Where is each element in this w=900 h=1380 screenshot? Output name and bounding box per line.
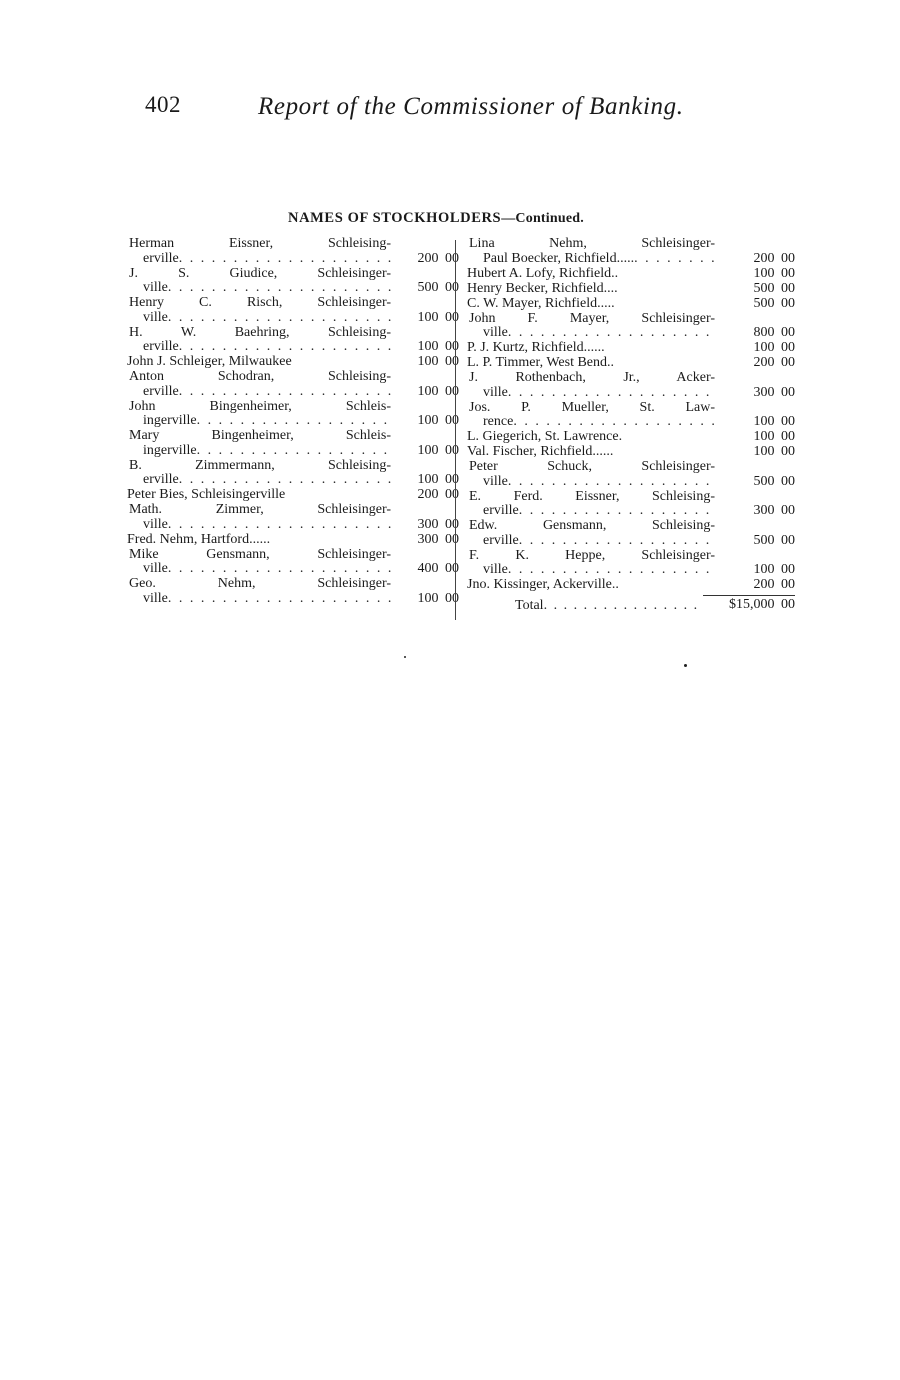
dot-leader [168,311,391,326]
dot-leader [179,252,391,267]
stockholder-name-text: P. J. Kurtz, Richfield...... [467,341,605,355]
stockholder-entry [463,445,795,460]
stockholder-name-line1: Mike Gensmann, Schleisinger- [129,546,391,562]
share-amount: 500 00 [753,280,795,296]
share-amount: 100 00 [753,562,795,577]
dot-leader [179,385,391,400]
stockholder-entry [123,296,459,325]
stockholder-name-line2 [123,340,391,355]
stockholder-name [463,460,715,489]
share-amount: 500 00 [417,280,459,295]
dot-leader [508,326,715,341]
stockholder-name-text: C. W. Mayer, Richfield..... [467,296,615,311]
stockholder-name [123,459,391,488]
stockholder-name-line1: J. S. Giudice, Schleisinger- [129,265,391,281]
stockholder-entry [123,326,459,355]
stockholder-name-line2 [463,326,715,341]
share-amount: 100 00 [753,265,795,281]
share-amount: 300 00 [753,384,795,400]
share-amount: 200 00 [417,487,459,502]
stockholder-name-line2 [463,252,715,267]
share-amount: 500 00 [753,295,795,311]
stockholder-name [463,282,715,297]
stockholder-name-line2 [123,518,391,533]
stockholder-name-line2 [463,504,715,519]
dot-leader [168,562,391,577]
stockholder-name-text: L. P. Timmer, West Bend.. [467,356,615,370]
stockholder-name-line1: F. K. Heppe, Schleisinger- [469,547,715,563]
section-heading [288,210,584,227]
stockholder-name-text: ville [483,385,508,400]
stockholder-name-line1: B. Zimmermann, Schleising- [129,457,391,473]
stockholder-name-text: ingerville [143,443,197,458]
stockholder-name [463,341,715,356]
stockholder-entry [123,400,459,429]
stockholder-name [123,326,391,355]
stockholder-name-line1: Geo. Nehm, Schleisinger- [129,576,391,591]
stockholder-name-line2 [123,414,391,429]
share-amount: 500 00 [753,532,795,548]
stockholder-name-line2 [463,341,715,356]
stockholder-name-text: Fred. Nehm, Hartford...... [127,532,271,547]
dot-leader [168,281,391,296]
stockholder-name-text: ville [143,310,168,325]
stockholder-entry [463,549,795,578]
stockholder-entry [123,237,459,266]
stockholder-name-text: Peter Bies, Schleisingerville [127,488,286,502]
stockholder-name-line2 [463,386,715,401]
share-amount: 100 00 [417,472,459,487]
stockholder-name-text: ville [483,563,508,577]
share-amount: 200 00 [753,355,795,370]
stockholder-name-text: erville [143,473,179,487]
stockholder-name [123,533,391,548]
dot-leader [168,592,391,607]
share-amount: 100 00 [417,442,459,458]
total-amount: $15,000 00 [703,595,795,614]
stockholder-name-line2 [123,355,391,370]
stockholder-name [463,445,715,460]
stockholder-name-line1: H. W. Baehring, Schleising- [129,324,391,340]
stockholder-name-line2 [463,578,715,593]
stockholder-name-text: erville [483,504,519,518]
dot-leader [513,415,715,430]
stockholder-name-text: rence [483,415,514,429]
share-amount: 300 00 [417,516,459,532]
stockholder-name-text: ville [483,326,508,340]
stockholder-name [463,578,715,593]
stockholder-name [463,356,715,371]
share-amount: 100 00 [753,340,795,355]
stockholder-name-line1: Herman Eissner, Schleising- [129,236,391,251]
stockholder-name [463,371,715,400]
stockholder-name-line1: E. Ferd. Eissner, Schleising- [469,488,715,504]
share-amount: 100 00 [417,339,459,354]
dot-leader [508,563,715,578]
stockholder-name [463,237,715,266]
stockholder-name [463,297,715,312]
total-row [463,596,795,614]
stockholder-name-line2 [463,430,715,445]
share-amount: 100 00 [417,383,459,399]
column-divider [455,240,456,620]
stockholder-entry [463,237,795,266]
stockholder-entry [463,578,795,593]
stockholder-entry [123,267,459,296]
stockholder-name-line2 [123,385,391,400]
stockholder-name-line2 [463,415,715,430]
section-continued: —Continued. [501,211,584,226]
stockholder-entry [123,429,459,458]
stockholder-name-line1: J. Rothenbach, Jr., Acker- [469,370,715,385]
share-amount: 400 00 [417,561,459,576]
share-amount: 100 00 [753,444,795,459]
share-amount: 100 00 [753,414,795,429]
running-head: Report of the Commissioner of Banking. [258,93,684,120]
stockholder-entry [123,459,459,488]
total-label: Total . . . [463,599,703,614]
stockholder-name [123,400,391,429]
stockholder-name [123,296,391,325]
stockholder-name-text: ville [143,281,168,295]
stockholder-name-text: Henry Becker, Richfield.... [467,281,618,296]
stockholder-entry [123,370,459,399]
stockholder-entry [463,460,795,489]
stockholder-entry [123,533,459,548]
stockholder-name [123,488,391,503]
stockholder-name [463,401,715,430]
stockholder-name-line2 [463,267,715,282]
stockholder-name [123,503,391,532]
stockholder-name-line1: Jos. P. Mueller, St. Law- [469,399,715,415]
stockholder-name-line1: Peter Schuck, Schleisinger- [469,459,715,474]
share-amount: 100 00 [417,354,459,369]
stockholder-entry [123,355,459,370]
stockholder-name-line1: John Bingenheimer, Schleis- [129,398,391,414]
section-title: NAMES OF STOCKHOLDERS [288,210,502,226]
stockholder-name-text: erville [143,251,179,266]
stockholder-name-text: ville [143,562,168,576]
stockholder-name-line2 [123,252,391,267]
stockholder-name-line2 [123,533,391,548]
stockholder-name-text: Jno. Kissinger, Ackerville.. [467,578,619,592]
stockholder-name-text: ville [143,591,168,606]
share-amount: 800 00 [753,325,795,340]
stockholder-name [463,430,715,445]
stockholder-name-text: erville [143,384,179,399]
stockholder-name-line1: Anton Schodran, Schleising- [129,369,391,384]
stockholders-right-column [463,237,795,613]
dot-leader [197,414,391,429]
stockholder-name [123,548,391,577]
stockholder-entry [463,282,795,297]
stockholder-name-line2 [463,282,715,297]
stockholder-name-text: erville [483,533,519,548]
stockholder-name-line2 [123,488,391,503]
stockholder-name-line1: John F. Mayer, Schleisinger- [469,310,715,326]
stockholder-entry [123,548,459,577]
stockholder-entry [463,356,795,371]
stockholders-left-column [123,237,459,607]
stockholder-entry [463,297,795,312]
share-amount: 300 00 [417,531,459,547]
share-amount: 100 00 [753,429,795,444]
stockholder-name [463,312,715,341]
share-amount: 200 00 [753,577,795,592]
stockholder-name-text: ville [483,474,508,489]
stockholder-name-line2 [123,444,391,459]
stockholder-name [463,267,715,282]
stockholder-entry [463,267,795,282]
stockholder-name [123,429,391,458]
dot-leader [634,252,715,267]
share-amount: 100 00 [417,309,459,325]
share-amount: 200 00 [753,250,795,266]
stockholder-name-text: erville [143,340,179,354]
stockholder-name-text: ville [143,517,168,532]
stockholder-entry [123,503,459,532]
share-amount: 100 00 [417,413,459,428]
stockholder-name [123,370,391,399]
stockholder-name-text: John J. Schleiger, Milwaukee [127,355,292,369]
stockholder-name-line1: Lina Nehm, Schleisinger- [469,236,715,251]
stockholder-entry [123,488,459,503]
stockholder-name-line2 [123,592,391,607]
stockholder-name [123,577,391,606]
stockholder-name [463,490,715,519]
stockholder-name-line2 [123,473,391,488]
share-amount: 200 00 [417,250,459,266]
dot-leader [519,534,715,549]
dot-leader [508,475,715,490]
stockholder-name-line2 [463,356,715,371]
page-number: 402 [145,92,181,117]
stockholder-name-text: ingerville [143,414,197,428]
stockholder-name [463,549,715,578]
stockholder-name-text: Hubert A. Lofy, Richfield.. [467,266,619,281]
stockholder-entry [463,519,795,548]
stockholder-name [463,519,715,548]
stockholder-name-line2 [123,281,391,296]
dot-leader [197,444,391,459]
stockholder-name-line1: Math. Zimmer, Schleisinger- [129,502,391,517]
stockholder-entry [463,430,795,445]
dot-leader [519,504,715,519]
stockholder-entry [463,341,795,356]
share-amount: 500 00 [753,473,795,489]
stockholder-name-line2 [463,445,715,460]
stockholder-name [123,267,391,296]
print-speck [684,664,687,667]
dot-leader [179,340,391,355]
stockholder-entry [463,401,795,430]
stockholder-name-text: Paul Boecker, Richfield..... [483,251,635,266]
stockholder-entry [463,490,795,519]
dot-leader [168,518,391,533]
stockholder-name-line2 [463,297,715,312]
stockholder-entry [463,312,795,341]
stockholder-entry [123,577,459,606]
stockholder-name-line2 [463,563,715,578]
stockholder-name-line2 [123,311,391,326]
stockholder-name-line2 [463,475,715,490]
stockholder-name-line2 [463,534,715,549]
stockholder-name-text: L. Giegerich, St. Lawrence. [467,430,623,444]
stockholder-name [123,355,391,370]
stockholder-name-line1: Henry C. Risch, Schleisinger- [129,295,391,310]
stockholder-entry [463,371,795,400]
stockholder-name [123,237,391,266]
stockholder-name-line1: Edw. Gensmann, Schleising- [469,518,715,533]
stockholder-name-line1: Mary Bingenheimer, Schleis- [129,428,391,443]
dot-leader [179,473,391,488]
stockholder-name-line2 [123,562,391,577]
dot-leader [508,386,715,401]
share-amount: 300 00 [753,503,795,518]
print-speck [404,656,406,658]
stockholder-name-text: Val. Fischer, Richfield...... [467,445,614,459]
share-amount: 100 00 [417,590,459,606]
